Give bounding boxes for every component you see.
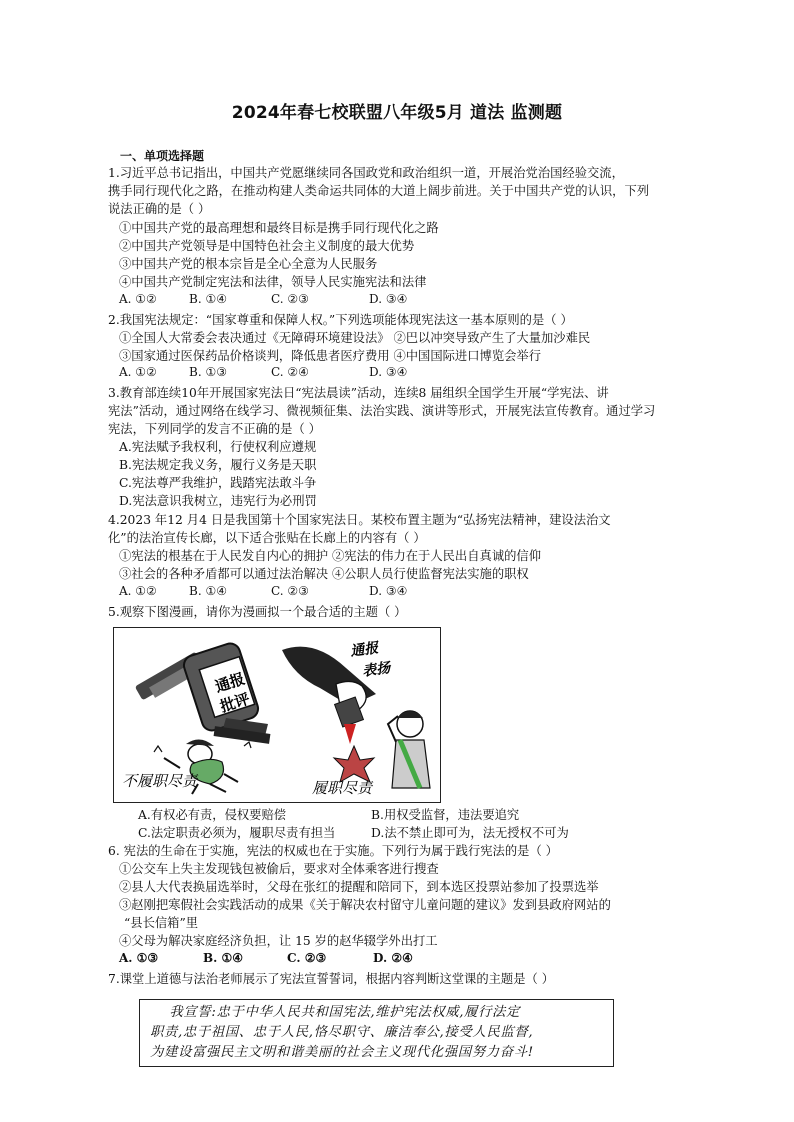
oath-line-1: 我宣誓:忠于中华人民共和国宪法,维护宪法权威,履行法定 [150,1005,521,1020]
q3-option-a: A.宪法赋予我权利，行使权利应遵规 [119,440,317,454]
oath-line-2: 职责,忠于祖国、忠于人民,恪尽职守、廉洁奉公,接受人民监督, [150,1025,534,1040]
section-heading: 一、单项选择题 [120,149,205,163]
page-title: 2024年春七校联盟八年级5月 道法 监测题 [231,103,563,123]
q6-choice-d: D. ②④ [373,951,413,965]
q3-stem-line-1: 3.教育部连续10年开展国家宪法日“宪法晨读”活动，连续8 届组织全国学生开展“学宪法、讲 [108,386,609,400]
q6-option-3-cont: “县长信箱”里 [124,916,199,930]
oath-line-3: 为建设富强民主文明和谐美丽的社会主义现代化强国努力奋斗! [150,1045,534,1060]
q2-choice-b: B. ①③ [189,365,227,379]
q4-choice-d: D. ③④ [369,584,408,598]
q6-stem-line-1: 6. 宪法的生命在于实施，宪法的权威也在于实施。下列行为属于践行宪法的是（ ） [108,844,558,858]
q1-option-2: ②中国共产党领导是中国特色社会主义制度的最大优势 [119,239,415,253]
q2-choice-a: A. ①② [119,365,157,379]
q1-stem-line-2: 携手同行现代化之路，在推动构建人类命运共同体的大道上阔步前进。关于中国共产党的认识，下列 [108,184,650,198]
q2-choices [119,365,407,379]
q1-choice-b: B. ①④ [189,292,227,306]
q3-option-b: B.宪法规定我义务，履行义务是天职 [119,458,317,472]
gavel-illustration [135,641,271,744]
q6-option-2: ②县人大代表换届选举时，父母在张红的提醒和陪同下，到本选区投票站参加了投票选举 [119,880,599,894]
q4-choice-a: A. ①② [119,584,157,598]
q4-choice-b: B. ①④ [189,584,227,598]
cartoon-illustration [114,628,440,802]
q6-choice-a: A. ①③ [119,951,159,965]
q4-option-1: ①宪法的根基在于人民发自内心的拥护 ②宪法的伟力在于人民出自真诚的信仰 [119,549,542,563]
q1-choices [119,292,407,306]
q2-option-1: ①全国人大常委会表决通过《无障碍环境建设法》 ②巴以冲突导致产生了大量加沙难民 [119,331,591,345]
q4-option-2: ③社会的各种矛盾都可以通过法治解决 ④公职人员行使监督宪法实施的职权 [119,567,529,581]
oath-text [150,1003,606,1063]
q1-option-4: ④中国共产党制定宪法和法律，领导人民实施宪法和法律 [119,275,427,289]
q4-choices [119,584,407,598]
hand-text-1: 通报 [349,640,380,660]
left-caption: 不履职尽责 [122,772,198,790]
q1-stem-line-3: 说法正确的是（ ） [108,202,211,216]
q1-option-3: ③中国共产党的根本宗旨是全心全意为人民服务 [119,257,378,271]
q6-choice-b: B. ①④ [203,951,244,965]
saluting-official-illustration [388,711,430,788]
q6-choices [119,951,413,965]
hammer-text-1: 通报 [212,669,248,696]
right-caption: 履职尽责 [312,779,373,797]
q2-choice-c: C. ②④ [271,365,309,379]
q1-choice-a: A. ①② [119,292,157,306]
q1-choice-c: C. ②③ [271,292,309,306]
hand-text-2: 表扬 [361,660,392,680]
q4-choice-c: C. ②③ [271,584,309,598]
q6-option-4: ④父母为解决家庭经济负担，让 15 岁的赵华辍学外出打工 [119,934,438,948]
q5-cartoon [113,627,441,803]
q6-option-1: ①公交车上失主发现钱包被偷后，要求对全体乘客进行搜查 [119,862,439,876]
q7-stem-line-1: 7.课堂上道德与法治老师展示了宪法宣誓誓词，根据内容判断这堂课的主题是（ ） [108,972,555,986]
hammer-text-2: 批评 [217,689,253,716]
q1-option-1: ①中国共产党的最高理想和最终目标是携手同行现代化之路 [119,221,439,235]
q6-option-3: ③赵刚把寒假社会实践活动的成果《关于解决农村留守儿童问题的建议》发到县政府网站的 [119,898,611,912]
q4-stem-line-1: 4.2023 年12 月4 日是我国第十个国家宪法日。某校布置主题为“弘扬宪法精神，建设法治文 [108,513,611,527]
q1-stem-line-1: 1.习近平总书记指出，中国共产党愿继续同各国政党和政治组织一道，开展治党治国经验交流， [108,166,624,180]
q2-choice-d: D. ③④ [369,365,408,379]
q5-option-b: B.用权受监督，违法要追究 [371,808,520,822]
q3-stem-line-2: 宪法”活动，通过网络在线学习、微视频征集、法治实践、演讲等形式，开展宪法宣传教育。通过学习 [108,404,656,418]
q6-choice-c: C. ②③ [287,951,327,965]
q4-stem-line-2: 化”的法治宣传长廊，以下适合张贴在长廊上的内容有（ ） [108,531,426,545]
q7-oath-box [139,999,614,1067]
q5-option-d: D.法不禁止即可为，法无授权不可为 [371,826,569,840]
q2-stem-line-1: 2.我国宪法规定：“国家尊重和保障人权。”下列选项能体现宪法这一基本原则的是（ ） [108,313,573,327]
q3-option-d: D.宪法意识我树立，违宪行为必刑罚 [119,494,317,508]
q3-option-c: C.宪法尊严我维护，践踏宪法敢斗争 [119,476,317,490]
q2-option-2: ③国家通过医保药品价格谈判，降低患者医疗费用 ④中国国际进口博览会举行 [119,349,542,363]
q3-stem-line-3: 宪法，下列同学的发言不正确的是（ ） [108,422,321,436]
q5-option-a: A.有权必有责，侵权要赔偿 [138,808,287,822]
q5-stem-line-1: 5.观察下图漫画，请你为漫画拟一个最合适的主题（ ） [108,605,407,619]
q5-option-c: C.法定职责必须为，履职尽责有担当 [138,826,336,840]
q1-choice-d: D. ③④ [369,292,408,306]
